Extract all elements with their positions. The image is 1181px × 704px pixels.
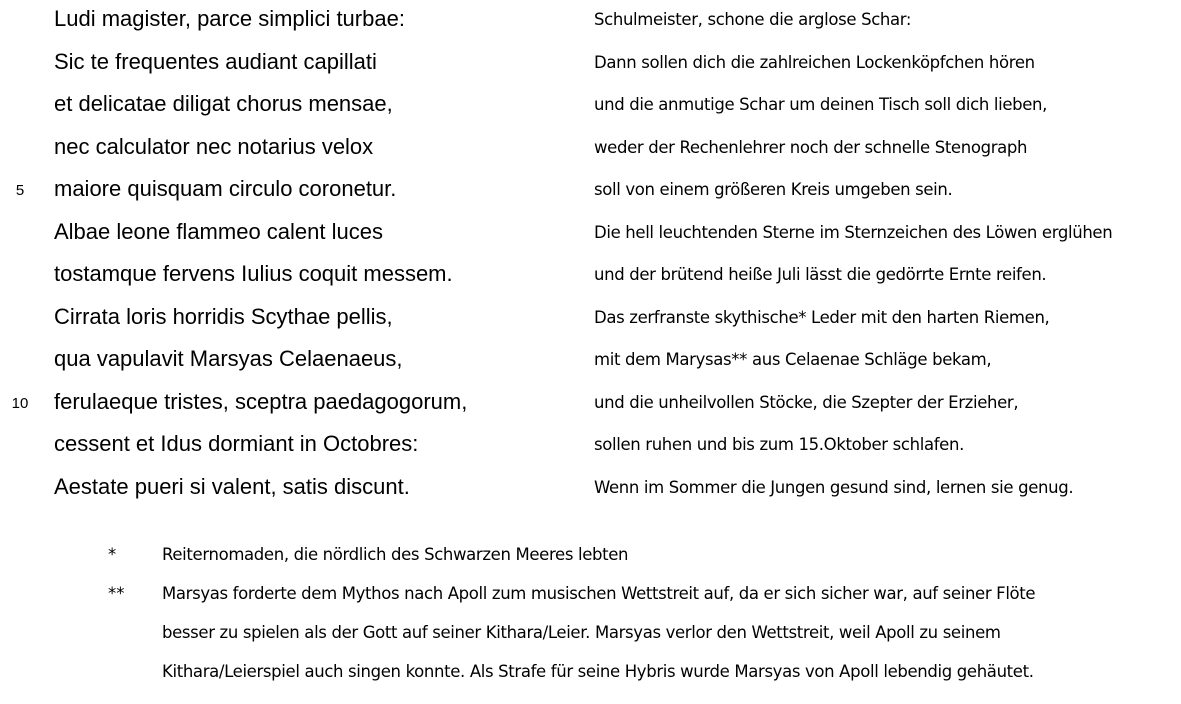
footnote-marker: * (108, 545, 117, 564)
poem-row (0, 45, 1181, 88)
latin-verse: maiore quisquam circulo coronetur. (54, 176, 397, 201)
german-translation: und die anmutige Schar um deinen Tisch soll dich lieben, (594, 95, 1048, 114)
german-translation: Dann sollen dich die zahlreichen Lockenköpfchen hören (594, 52, 1035, 72)
german-translation: Das zerfranste skythische* Leder mit den harten Riemen, (594, 307, 1050, 327)
latin-verse: Sic te frequentes audiant capillati (54, 48, 377, 74)
latin-verse: Ludi magister, parce simplici turbae: (54, 6, 405, 31)
german-translation: Wenn im Sommer die Jungen gesund sind, lernen sie genug. (594, 477, 1074, 497)
footnote-line: Kithara/Leierspiel auch singen konnte. Als Strafe für seine Hybris wurde Marsyas von Apoll lebendig gehäutet. (162, 662, 1034, 681)
footnote-marker: ** (108, 584, 125, 603)
poem-row (0, 2, 1181, 45)
footnote-text (162, 535, 1152, 574)
german-translation: Schulmeister, schone die arglose Schar: (594, 10, 912, 29)
german-translation: mit dem Marysas** aus Celaenae Schläge bekam, (594, 350, 992, 369)
latin-verse: qua vapulavit Marsyas Celaenaeus, (54, 346, 403, 371)
german-translation: und der brütend heiße Juli lässt die gedörrte Ernte reifen. (594, 265, 1047, 284)
german-translation: Die hell leuchtenden Sterne im Sternzeichen des Löwen erglühen (594, 222, 1113, 242)
german-translation: soll von einem größeren Kreis umgeben sein. (594, 180, 953, 199)
footnote (0, 535, 1181, 574)
latin-verse: Aestate pueri si valent, satis discunt. (54, 473, 410, 499)
line-number: 5 (15, 182, 25, 199)
poem-table (0, 2, 1181, 512)
latin-verse: cessent et Idus dormiant in Octobres: (54, 431, 419, 456)
poem-row (0, 385, 1181, 428)
latin-verse: Cirrata loris horridis Scythae pellis, (54, 303, 393, 329)
german-translation: und die unheilvollen Stöcke, die Szepter der Erzieher, (594, 392, 1019, 412)
footnote-text (162, 574, 1152, 691)
poem-row (0, 87, 1181, 130)
poem-row (0, 470, 1181, 513)
footnote (0, 574, 1181, 691)
german-translation: sollen ruhen und bis zum 15.Oktober schlafen. (594, 435, 964, 454)
german-translation: weder der Rechenlehrer noch der schnelle Stenograph (594, 137, 1028, 157)
poem-row (0, 215, 1181, 258)
latin-verse: tostamque fervens Iulius coquit messem. (54, 261, 453, 286)
poem-row (0, 342, 1181, 385)
poem-row (0, 130, 1181, 173)
latin-verse: nec calculator nec notarius velox (54, 133, 374, 159)
poem-row (0, 427, 1181, 470)
latin-verse: Albae leone flammeo calent luces (54, 218, 383, 244)
footnotes (0, 535, 1181, 691)
footnote-line: besser zu spielen als der Gott auf seiner Kithara/Leier. Marsyas verlor den Wettstreit, weil Apoll zu seinem (162, 623, 1001, 642)
latin-verse: ferulaeque tristes, sceptra paedagogorum, (54, 388, 468, 414)
poem-row (0, 257, 1181, 300)
poem-row (0, 300, 1181, 343)
line-number: 10 (11, 394, 29, 412)
footnote-line: Reiternomaden, die nördlich des Schwarzen Meeres lebten (162, 545, 629, 564)
latin-verse: et delicatae diligat chorus mensae, (54, 91, 393, 116)
footnote-line: Marsyas forderte dem Mythos nach Apoll zum musischen Wettstreit auf, da er sich sicher war, auf seiner Flöte (162, 584, 1036, 603)
poem-row (0, 172, 1181, 215)
